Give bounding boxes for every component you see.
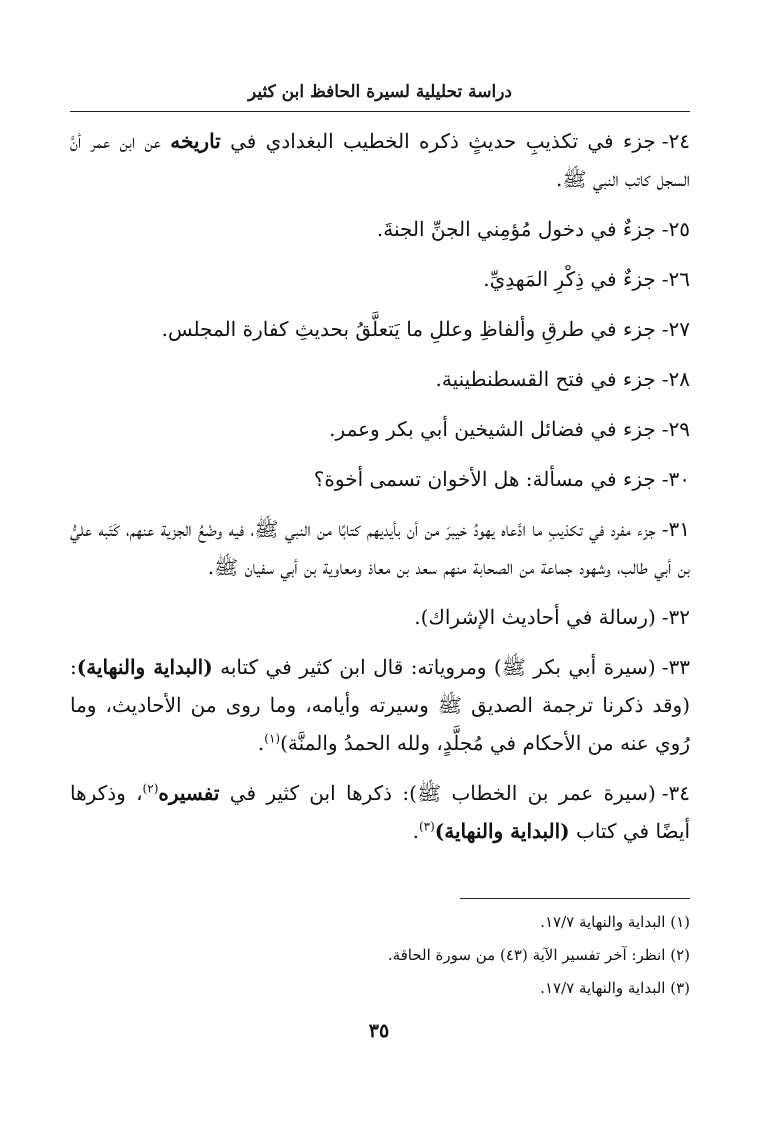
item-text: جزءٌ في دخول مُؤمِني الجنِّ الجنةَ. xyxy=(376,217,656,241)
header-rule xyxy=(70,111,690,112)
item-text: . xyxy=(257,731,265,755)
footnotes xyxy=(70,906,690,1005)
footnote-ref: (٣) xyxy=(418,819,435,834)
list-item xyxy=(70,598,690,636)
item-number: ٢٤- xyxy=(661,129,690,153)
footnote: (٣) البداية والنهاية ١٧/٧. xyxy=(540,979,690,997)
list-item xyxy=(70,510,690,586)
item-text: (رسالة في أحاديث الإشراك). xyxy=(414,605,656,629)
item-number: ٣٣- xyxy=(661,655,690,679)
item-bold-title: (البداية والنهاية) xyxy=(76,655,213,679)
footnote-ref: (١) xyxy=(264,731,281,746)
list-item xyxy=(70,210,690,248)
item-text: : (وقد ذكرنا ترجمة الصديق ﷺ وسيرته وأيامه، وما روى من الأحاديث، وما رُوي عنه من الأحكام في مُجلَّدٍ، ولله الحمدُ والمنَّة) xyxy=(70,655,690,755)
item-number: ٢٦- xyxy=(661,267,690,291)
item-text: جزءٌ في ذِكْرِ المَهدِيِّ. xyxy=(483,267,656,291)
footnote: (١) البداية والنهاية ١٧/٧. xyxy=(540,913,690,931)
list-item xyxy=(70,310,690,348)
list-item xyxy=(70,360,690,398)
item-number: ٣١- xyxy=(661,517,690,541)
item-text: (سيرة عمر بن الخطاب ﷺ): ذكرها ابن كثير في xyxy=(219,781,656,805)
item-text: جزء في فضائل الشيخين أبي بكر وعمر. xyxy=(329,417,656,441)
item-bold-title: تفسيره xyxy=(158,781,220,805)
footnote-rule xyxy=(460,898,690,899)
list-item xyxy=(70,648,690,762)
item-number: ٢٩- xyxy=(661,417,690,441)
body-text xyxy=(70,122,690,862)
list-item xyxy=(70,260,690,298)
item-number: ٢٧- xyxy=(661,317,690,341)
item-number: ٣٢- xyxy=(661,605,690,629)
item-text: (سيرة أبي بكر ﷺ) ومروياته: قال ابن كثير في كتابه xyxy=(212,655,656,679)
item-number: ٣٤- xyxy=(661,781,690,805)
item-bold-title: تاريخه xyxy=(170,129,221,153)
item-text: عن ابن عمر أنَّ السجل كاتب النبي ﷺ. xyxy=(70,129,690,191)
item-text: ، وذكرها أيضًا في كتاب xyxy=(70,781,690,843)
item-text: جزء في مسألة: هل الأخوان تسمى أخوة؟ xyxy=(313,467,656,491)
list-item xyxy=(70,410,690,448)
running-header: دراسة تحليلية لسيرة الحافظ ابن كثير xyxy=(248,82,512,102)
item-text: جزء في طرقِ وألفاظِ وعللِ ما يَتعلَّقُ بحديثِ كفارة المجلس. xyxy=(161,317,656,341)
list-item xyxy=(70,460,690,498)
page-number: ٣٥ xyxy=(368,1020,390,1042)
item-number: ٣٠- xyxy=(661,467,690,491)
list-item xyxy=(70,774,690,850)
item-bold-title: (البداية والنهاية) xyxy=(434,819,570,843)
item-text: جزء في تكذيبِ حديثٍ ذكره الخطيب البغدادي في xyxy=(220,129,656,153)
item-text: جزء في فتح القسطنطينية. xyxy=(435,367,656,391)
item-text: . xyxy=(412,819,419,843)
footnote-ref: (٢) xyxy=(142,781,159,796)
footnote: (٢) انظر: آخر تفسير الآية (٤٣) من سورة الحاقة. xyxy=(387,946,690,964)
item-number: ٢٨- xyxy=(661,367,690,391)
item-text: جزء مفرد في تكذيبِ ما ادَّعاه يهودُ خيبرَ من أن بأيديهم كتابًا من النبي ﷺ، فيه وضْعُ الجزية عنهم، كَتَبه عليُّ بن أبي طالب، وشهود جماعة من الصحابة منهم سعد بن معاذ ومعاوية بن أبي سفيان ﷺ. xyxy=(70,517,690,579)
list-item xyxy=(70,122,690,198)
item-number: ٢٥- xyxy=(661,217,690,241)
